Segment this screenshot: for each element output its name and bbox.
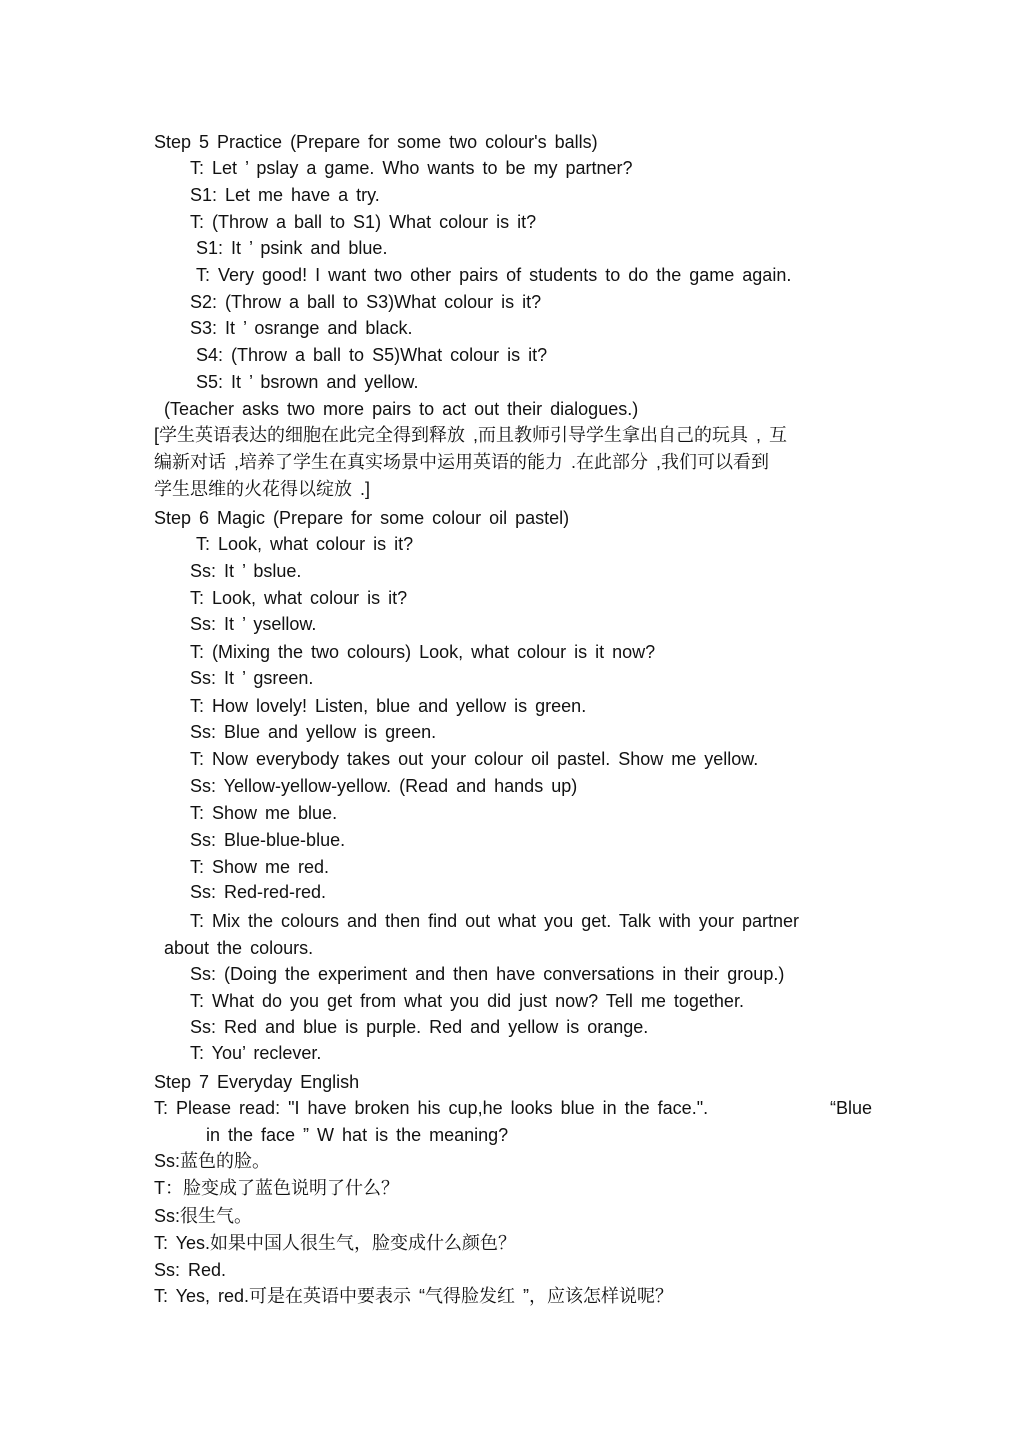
dialogue-line: Ss: Red-red-red. bbox=[190, 882, 327, 902]
dialogue-line: S1: Let me have a try. bbox=[190, 185, 380, 205]
dialogue-line: S3: It ’ osrange and black. bbox=[190, 318, 413, 338]
dialogue-line: Ss: It ’ ysellow. bbox=[190, 614, 317, 634]
dialogue-line: Ss: Yellow-yellow-yellow. (Read and hands up) bbox=[190, 776, 578, 796]
dialogue-line: T: You’ reclever. bbox=[190, 1043, 322, 1063]
dialogue-line: Ss: Red and blue is purple. Red and yellow is orange. bbox=[190, 1017, 649, 1037]
dialogue-line: Ss:很生气。 bbox=[154, 1206, 253, 1226]
dialogue-line: T: (Mixing the two colours) Look, what colour is it now? bbox=[190, 642, 656, 662]
dialogue-line: Ss:蓝色的脸。 bbox=[154, 1151, 271, 1171]
stage-direction: (Teacher asks two more pairs to act out their dialogues.) bbox=[164, 399, 639, 419]
dialogue-line: T: Mix the colours and then find out what you get. Talk with your partner bbox=[190, 911, 799, 931]
dialogue-line: Ss: Red. bbox=[154, 1260, 227, 1280]
dialogue-line: T: What do you get from what you did just now? Tell me together. bbox=[190, 991, 744, 1011]
dialogue-line: Ss: Blue and yellow is green. bbox=[190, 722, 437, 742]
commentary-line: 编新对话 ,培养了学生在真实场景中运用英语的能力 .在此部分 ,我们可以看到 bbox=[154, 452, 770, 472]
dialogue-line-quote: “Blue bbox=[830, 1098, 873, 1118]
step5-heading: Step 5 Practice (Prepare for some two colour's balls) bbox=[154, 132, 598, 152]
dialogue-line: Ss: It ’ bslue. bbox=[190, 561, 302, 581]
dialogue-line: Ss: It ’ gsreen. bbox=[190, 668, 314, 688]
dialogue-line: T: Show me red. bbox=[190, 857, 330, 877]
dialogue-line: in the face ” W hat is the meaning? bbox=[206, 1125, 509, 1145]
step7-heading: Step 7 Everyday English bbox=[154, 1072, 360, 1092]
dialogue-line: T: Please read: "I have broken his cup,he looks blue in the face.". bbox=[154, 1098, 709, 1118]
dialogue-line: T: Now everybody takes out your colour oil pastel. Show me yellow. bbox=[190, 749, 759, 769]
dialogue-line: T: (Throw a ball to S1) What colour is it? bbox=[190, 212, 537, 232]
dialogue-line: Ss: (Doing the experiment and then have conversations in their group.) bbox=[190, 964, 785, 984]
dialogue-line: S5: It ’ bsrown and yellow. bbox=[196, 372, 419, 392]
dialogue-line: about the colours. bbox=[164, 938, 314, 958]
dialogue-line: T: Look, what colour is it? bbox=[196, 534, 414, 554]
dialogue-line: T: How lovely! Listen, blue and yellow is green. bbox=[190, 696, 587, 716]
commentary-line: [学生英语表达的细胞在此完全得到释放 ,而且教师引导学生拿出自己的玩具 , 互 bbox=[154, 425, 788, 445]
dialogue-line: T: Yes.如果中国人很生气，脸变成什么颜色？ bbox=[154, 1233, 517, 1253]
dialogue-line: T：脸变成了蓝色说明了什么？ bbox=[154, 1178, 399, 1198]
dialogue-line: T: Let ’ pslay a game. Who wants to be my partner? bbox=[190, 158, 633, 178]
dialogue-line: T: Very good! I want two other pairs of students to do the game again. bbox=[196, 265, 792, 285]
dialogue-line: Ss: Blue-blue-blue. bbox=[190, 830, 346, 850]
dialogue-line: T: Look, what colour is it? bbox=[190, 588, 408, 608]
dialogue-line: S4: (Throw a ball to S5)What colour is it? bbox=[196, 345, 548, 365]
dialogue-line: S1: It ’ psink and blue. bbox=[196, 238, 388, 258]
dialogue-line: T: Yes, red.可是在英语中要表示 “气得脸发红 ”，应该怎样说呢？ bbox=[154, 1286, 674, 1306]
commentary-line: 学生思维的火花得以绽放 .] bbox=[154, 479, 371, 499]
step6-heading: Step 6 Magic (Prepare for some colour oil pastel) bbox=[154, 508, 570, 528]
dialogue-line: S2: (Throw a ball to S3)What colour is it? bbox=[190, 292, 542, 312]
dialogue-line: T: Show me blue. bbox=[190, 803, 338, 823]
